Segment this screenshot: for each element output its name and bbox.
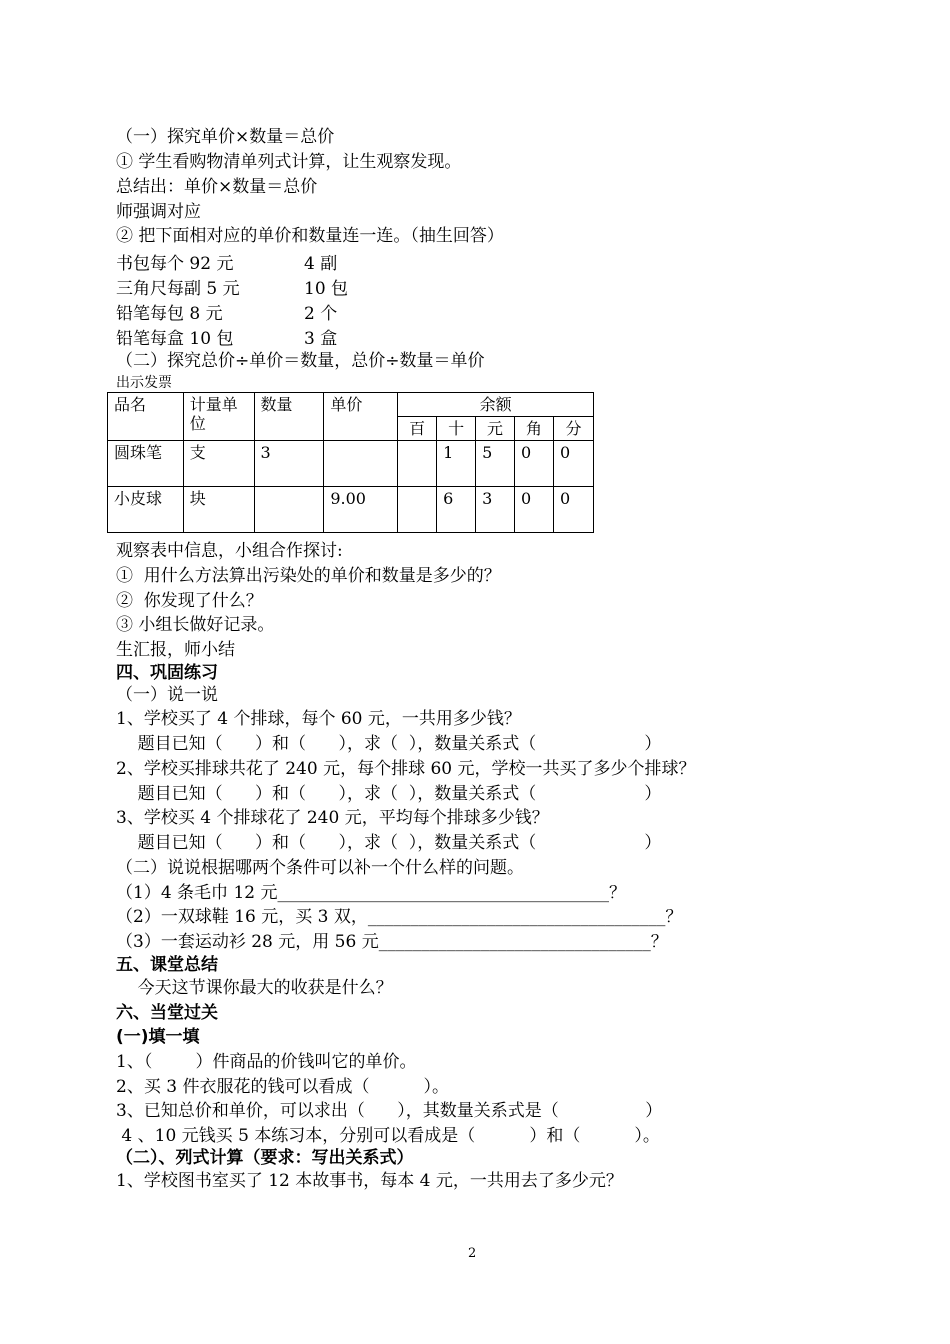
sub-header-hundred: 百	[398, 417, 437, 441]
practice-c2: （2）一双球鞋 16 元，买 3 双，___________________________________？	[116, 907, 683, 927]
section1-heading: （一）探究单价×数量＝总价	[116, 127, 335, 147]
cell-price: 9.00	[324, 487, 398, 533]
section2-heading: （二）探究总价÷单价＝数量，总价÷数量＝单价	[116, 351, 485, 371]
cell-digit: 6	[437, 487, 476, 533]
page-number: 2	[468, 1246, 477, 1261]
cell-name: 小皮球	[108, 487, 184, 533]
cell-name: 圆珠笔	[108, 441, 184, 487]
practice-p2: 2、学校买排球共花了 240 元，每个排球 60 元，学校一共买了多少个排球？	[116, 759, 696, 779]
cell-digit: 0	[553, 441, 593, 487]
practice-sub2: （二）说说根据哪两个条件可以补一个什么样的问题。	[116, 858, 524, 878]
emphasis-text: 师强调对应	[116, 202, 201, 222]
step1-text: ① 学生看购物清单列式计算，让生观察发现。	[116, 152, 462, 172]
cell-price	[324, 441, 398, 487]
discussion-report: 生汇报，师小结	[116, 640, 235, 660]
discussion-q3: ③ 小组长做好记录。	[116, 615, 275, 635]
pair-right-3: 2 个	[304, 304, 338, 324]
test-f2: 2、买 3 件衣服花的钱可以看成（ ）。	[116, 1077, 449, 1097]
test-f4: 4 、10 元钱买 5 本练习本，分别可以看成是（ ）和（ ）。	[116, 1126, 660, 1146]
practice-title: 四、巩固练习	[116, 663, 218, 683]
invoice-caption: 出示发票	[116, 375, 172, 391]
cell-digit: 3	[476, 487, 515, 533]
cell-qty: 3	[254, 441, 324, 487]
cell-digit: 0	[553, 487, 593, 533]
test-f3: 3、已知总价和单价，可以求出（ ），其数量关系式是（ ）	[116, 1101, 663, 1121]
summary-text: 今天这节课你最大的收获是什么？	[116, 978, 393, 998]
header-total: 余额	[398, 393, 594, 417]
practice-p1: 1、学校买了 4 个排球，每个 60 元，一共用多少钱？	[116, 709, 521, 729]
table-row	[108, 487, 594, 533]
test-sub1: (一)填一填	[116, 1027, 200, 1047]
cell-digit: 0	[515, 487, 554, 533]
pair-left-3: 铅笔每包 8 元	[116, 304, 223, 324]
header-qty: 数量	[254, 393, 324, 441]
cell-qty	[254, 487, 324, 533]
test-f1: 1、（ ）件商品的价钱叫它的单价。	[116, 1052, 417, 1072]
sub-header-fen: 分	[553, 417, 593, 441]
practice-c1: （1）4 条毛巾 12 元_______________________________________？	[116, 883, 626, 903]
practice-c3: （3）一套运动衫 28 元，用 56 元________________________________？	[116, 932, 668, 952]
practice-p3: 3、学校买 4 个排球花了 240 元，平均每个排球多少钱？	[116, 808, 549, 828]
cell-digit: 5	[476, 441, 515, 487]
practice-sub1: （一）说一说	[116, 685, 218, 705]
practice-p3-fill: 题目已知（ ）和（ ），求（ ），数量关系式（ ）	[116, 833, 662, 853]
header-name: 品名	[108, 393, 184, 441]
sub-header-yuan: 元	[476, 417, 515, 441]
discussion-q2: ② 你发现了什么？	[116, 591, 263, 611]
test-sub2: （二）、列式计算（要求：写出关系式）	[116, 1148, 414, 1168]
discussion-q1: ① 用什么方法算出污染处的单价和数量是多少的？	[116, 566, 501, 586]
test-l1: 1、学校图书室买了 12 本故事书，每本 4 元，一共用去了多少元？	[116, 1171, 623, 1191]
test-title: 六、当堂过关	[116, 1003, 218, 1023]
invoice-table	[107, 392, 594, 533]
pair-left-4: 铅笔每盒 10 包	[116, 329, 234, 349]
practice-p2-fill: 题目已知（ ）和（ ），求（ ），数量关系式（ ）	[116, 784, 662, 804]
cell-digit: 1	[437, 441, 476, 487]
pair-right-4: 3 盒	[304, 329, 338, 349]
cell-unit: 支	[183, 441, 254, 487]
cell-digit	[398, 487, 437, 533]
cell-digit: 0	[515, 441, 554, 487]
pair-right-2: 10 包	[304, 279, 349, 299]
pair-left-1: 书包每个 92 元	[116, 254, 234, 274]
cell-digit	[398, 441, 437, 487]
summary-formula: 总结出：单价×数量＝总价	[116, 177, 318, 197]
step2-text: ② 把下面相对应的单价和数量连一连。（抽生回答）	[116, 226, 504, 246]
pair-left-2: 三角尺每副 5 元	[116, 279, 240, 299]
discussion-intro: 观察表中信息，小组合作探讨:	[116, 541, 343, 561]
summary-title: 五、课堂总结	[116, 955, 218, 975]
table-row	[108, 441, 594, 487]
pair-right-1: 4 副	[304, 254, 338, 274]
header-price: 单价	[324, 393, 398, 441]
header-unit: 计量单位	[183, 393, 254, 441]
cell-unit: 块	[183, 487, 254, 533]
practice-p1-fill: 题目已知（ ）和（ ），求（ ），数量关系式（ ）	[116, 734, 662, 754]
sub-header-ten: 十	[437, 417, 476, 441]
sub-header-jiao: 角	[515, 417, 554, 441]
